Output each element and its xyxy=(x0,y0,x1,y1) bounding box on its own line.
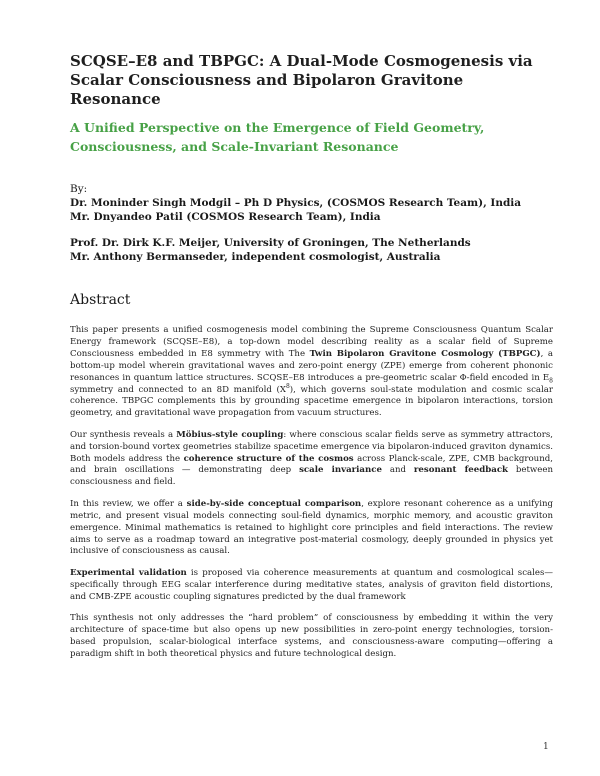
author-2: Mr. Dnyandeo Patil (COSMOS Research Team), India xyxy=(70,211,381,223)
author-block xyxy=(70,182,550,264)
abstract-paragraph-4 xyxy=(70,568,553,604)
abstract-paragraph-5 xyxy=(70,613,553,661)
text-run: , a bottom-up model wherein gravitational waves and zero-point energy (ZPE) emerge from coherent phononic resonances in quantum lattice structures. SCQSE–E8 introduces a pre-geometric scalar Φ-field encoded in E xyxy=(70,348,553,383)
text-run: between consciousness and field. xyxy=(70,465,553,488)
text-run: This paper presents a unified cosmogenesis model combining the Supreme Consciousness Quantum Scalar Energy framework (SCQSE–E8), a top-down model describing reality as a scalar field of Supreme Consciousness embedded in E8 symmetry with The xyxy=(70,325,553,359)
paper-title: SCQSE–E8 and TBPGC: A Dual-Mode Cosmogenesis via Scalar Consciousness and Bipolaron Gravitone Resonance xyxy=(70,52,533,108)
text-run: and xyxy=(381,465,414,476)
abstract-paragraph-3 xyxy=(70,499,553,559)
text-run: is proposed via coherence measurements at quantum and cosmological scales—specifically through EEG scalar interference during meditative states, analysis of graviton field distortions, and CMB-ZPE acoustic coupling signatures predicted by the dual framework xyxy=(70,567,553,602)
text-run: , explore resonant coherence as a unifying metric, and present visual models connecting soul-field dynamics, morphic memory, and acoustic graviton emergence. Minimal mathematics is retained to highlight core principles and field interactions. The review aims to serve as a roadmap toward an integrative post-material cosmology, deeply grounded in physics yet inclusive of consciousness as causal. xyxy=(70,498,553,557)
abstract-paragraph-1 xyxy=(70,325,553,420)
text-run: symmetry and connected to an 8D manifold (X xyxy=(70,384,286,395)
text-run: This synthesis not only addresses the “hard problem” of consciousness by embedding it within the very architecture of space-time but also opens up new possibilities in zero-point energy technologies, torsion-based propulsion, scalar-biological interface systems, and consciousness-aware computing—offering a paradigm shift in both theoretical physics and future technological design. xyxy=(70,613,553,659)
by-label: By: xyxy=(70,183,88,195)
author-4: Mr. Anthony Bermanseder, independent cosmologist, Australia xyxy=(70,251,441,263)
subscript: 8 xyxy=(549,377,553,385)
text-run: ), which governs soul-state modulation and cosmic scalar coherence. TBPGC complements this by grounding spacetime emergence in bipolaron interactions, torsion geometry, and gravitational wave propagation from vacuum structures. xyxy=(70,384,553,419)
text-run: across Planck-scale, ZPE, CMB background, and brain oscillations — demonstrating deep xyxy=(70,453,553,476)
author-1: Dr. Moninder Singh Modgil – Ph D Physics, (COSMOS Research Team), India xyxy=(70,197,522,209)
abstract-paragraph-2 xyxy=(70,430,553,490)
bold-term: scale invariance xyxy=(299,465,382,476)
bold-term: Experimental validation xyxy=(70,567,187,578)
abstract-body xyxy=(70,325,553,670)
page-number: 1 xyxy=(543,742,549,752)
bold-term: Möbius-style coupling xyxy=(176,429,284,440)
bold-term: Twin Bipolaron Gravitone Cosmology (TBPGC) xyxy=(309,348,541,359)
text-run: In this review, we offer a xyxy=(70,498,187,509)
author-3: Prof. Dr. Dirk K.F. Meijer, University of Groningen, The Netherlands xyxy=(70,237,471,249)
bold-term: coherence structure of the cosmos xyxy=(183,453,354,464)
bold-term: resonant feedback xyxy=(413,465,509,476)
abstract-heading: Abstract xyxy=(70,292,131,308)
superscript: 8 xyxy=(285,382,290,390)
text-run: : where conscious scalar fields serve as symmetry attractors, and torsion-bound vortex geometries stabilize spacetime emergence via bipolaron-induced graviton dynamics. Both models address the xyxy=(70,429,553,464)
paper-subtitle: A Unified Perspective on the Emergence of Field Geometry, Consciousness, and Scale-Invariant Resonance xyxy=(70,120,485,154)
bold-term: side-by-side conceptual comparison xyxy=(186,498,362,509)
text-run: Our synthesis reveals a xyxy=(70,429,177,440)
